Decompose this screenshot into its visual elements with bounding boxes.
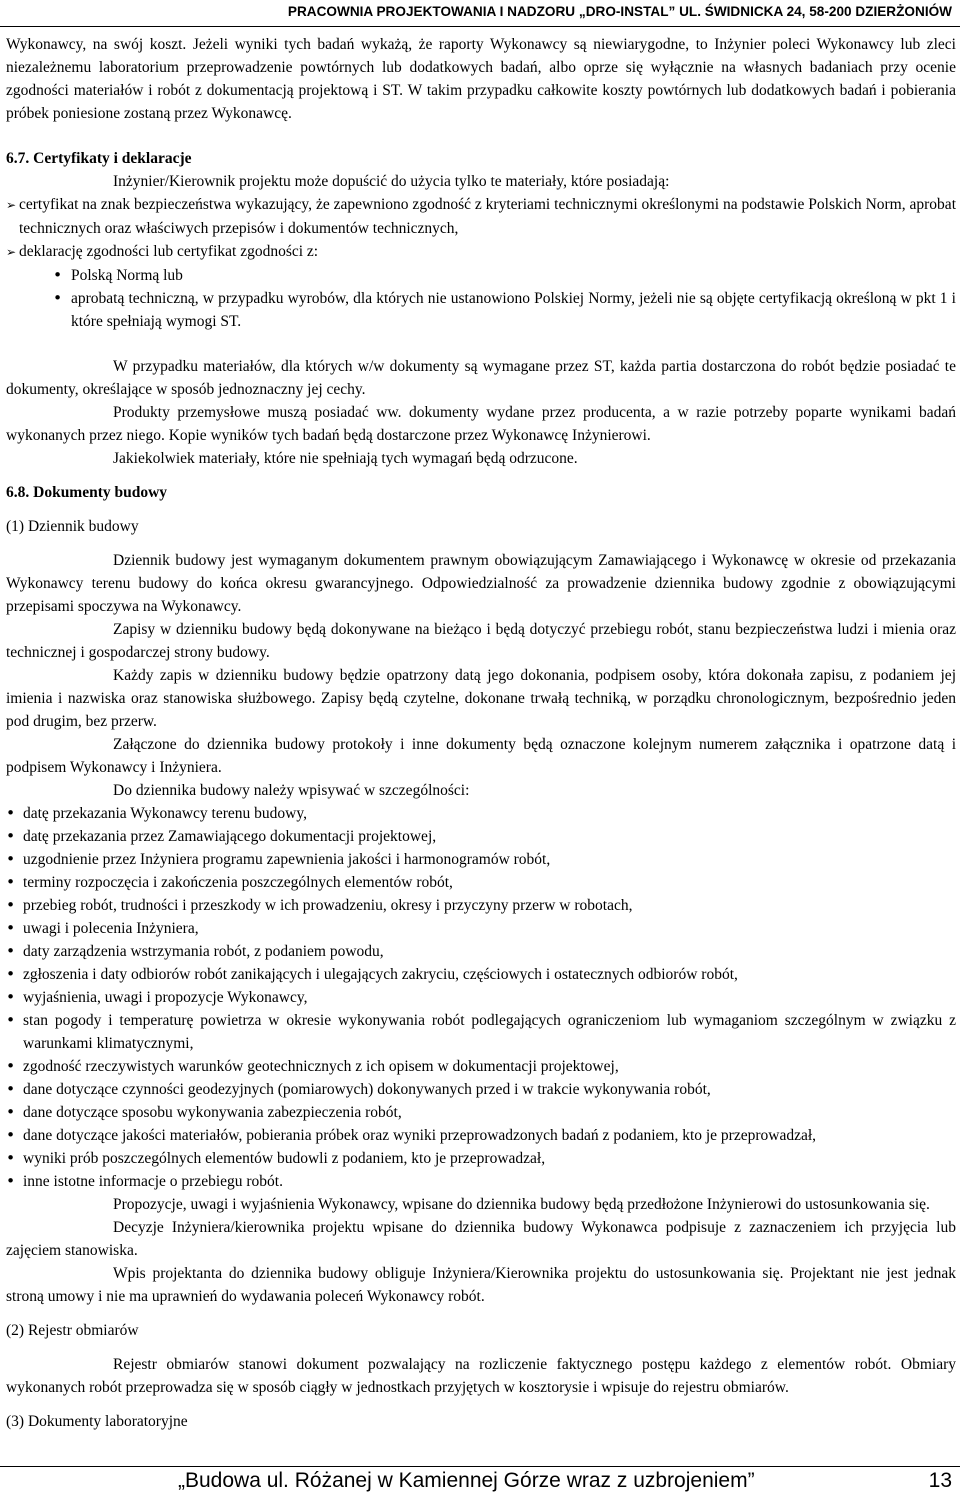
subsection-heading-diary: (1) Dziennik budowy [6,518,139,535]
bullet-icon: • [6,804,16,822]
list-item: • wyniki prób poszczególnych elementów budowli z podaniem, kto je przeprowadzał, [6,1147,956,1170]
paragraph-diary-4: Załączone do dziennika budowy protokoły i inne dokumenty będą oznaczone kolejnym numerem załącznika i opatrzone datą i podpisem Wykonawcy i Inżyniera. [6,736,956,776]
bullet-icon: • [6,988,16,1006]
paragraph-diary-7: Decyzje Inżyniera/kierownika projektu wpisane do dziennika budowy Wykonawca podpisuje z zaznaczeniem ich przyjęcia lub zajęciem stanowiska. [6,1219,956,1259]
subsection-heading-measurements: (2) Rejestr obmiarów [6,1322,139,1339]
arrow-item-certificate [6,193,956,240]
paragraph-diary-1: Dziennik budowy jest wymaganym dokumentem prawnym obowiązującym Zamawiającego i Wykonawcę w okresie od przekazania Wykonawcy terenu budowy do końca okresu gwarancyjnego. Odpowiedzialność za prowadzenie dziennika budowy zgodnie z obowiązującymi przepisami spoczywa na Wykonawcy. [6,552,956,615]
list-item: • uwagi i polecenia Inżyniera, [6,917,956,940]
page-footer [0,1466,960,1495]
diary-entries-list [6,802,956,1193]
bullet-icon: • [6,1126,16,1144]
paragraph-industrial-products: Produkty przemysłowe muszą posiadać ww. dokumenty wydane przez producenta, a w razie potrzeby poparte wynikami badań wykonanych przez niego. Kopie wyników tych badań będą dostarczone przez Wykonawcę Inżynierowi. [6,404,956,444]
list-item: • stan pogody i temperaturę powietrza w okresie wykonywania robót podlegających ograniczeniom lub wymaganiom szczególnym w związku z warunkami klimatycznymi, [6,1011,956,1052]
list-item: • datę przekazania przez Zamawiającego dokumentacji projektowej, [6,825,956,848]
bullet-icon: • [6,1080,16,1098]
bullet-icon: • [6,1172,16,1190]
arrow-item-declaration [6,240,956,264]
list-item: • terminy rozpoczęcia i zakończenia poszczególnych elementów robót, [6,871,956,894]
list-item: • zgłoszenia i daty odbiorów robót zanikających i ulegających zakryciu, częściowych i ostatecznych odbiorów robót, [6,963,956,986]
section-heading-6-8: 6.8. Dokumenty budowy [6,484,168,501]
paragraph-intro: Wykonawcy, na swój koszt. Jeżeli wyniki tych badań wykażą, że raporty Wykonawcy są niewiarygodne, to Inżynier poleci Wykonawcy lub zleci niezależnemu laboratorium przeprowadzenie powtórnych lub dodatkowych badań, albo oprze się wyłącznie na własnych badaniach przy ocenie zgodności materiałów i robót z dokumentacją projektową i ST. W takim przypadku całkowite koszty powtórnych lub dodatkowych badań i pobierania próbek poniesione zostaną przez Wykonawcę. [6,36,956,122]
list-item: • uzgodnienie przez Inżyniera programu zapewnienia jakości i harmonogramów robót, [6,848,956,871]
section-heading-6-7: 6.7. Certyfikaty i deklaracje [6,150,192,167]
arrow-bullet-icon: ➢ [6,245,17,259]
bullet-icon: • [6,919,16,937]
paragraph-diary-2: Zapisy w dzienniku budowy będą dokonywane na bieżąco i będą dotyczyć przebiegu robót, stanu bezpieczeństwa ludzi i mienia oraz technicznej i gospodarczej strony budowy. [6,621,956,661]
bullet-icon: • [6,942,16,960]
bullet-icon: • [6,1103,16,1121]
list-item: • zgodność rzeczywistych warunków geotechnicznych z ich opisem w dokumentacji projektowej, [6,1055,956,1078]
subsection-heading-laboratory: (3) Dokumenty laboratoryjne [6,1413,188,1430]
bullet-icon: • [6,1149,16,1167]
bullet-icon: • [6,850,16,868]
bullet-icon: • [6,965,16,983]
paragraph-diary-3: Każdy zapis w dzienniku budowy będzie opatrzony datą jego dokonania, podpisem osoby, która dokonała zapisu, z podaniem jej imienia i nazwiska oraz stanowiska służbowego. Zapisy będą czytelne, dokonane trwałą techniką, w porządku chronologicznym, bezpośrednio jeden pod drugim, bez przerw. [6,667,956,730]
page-number: 13 [928,1469,952,1492]
list-item: • dane dotyczące jakości materiałów, pobierania próbek oraz wyniki przeprowadzonych badań z podaniem, kto je przeprowadzał, [6,1124,956,1147]
paragraph-measurements: Rejestr obmiarów stanowi dokument pozwalający na rozliczenie faktycznego postępu każdego z elementów robót. Obmiary wykonanych robót przeprowadza się w sposób ciągły w jednostkach przyjętych w kosztorysie i wpisuje do rejestru obmiarów. [6,1356,956,1396]
document-body [6,33,956,1433]
paragraph-certificates-intro: Inżynier/Kierownik projektu może dopuścić do użycia tylko te materiały, które posiadają: [113,173,670,190]
paragraph-materials-documents: W przypadku materiałów, dla których w/w dokumenty są wymagane przez ST, każda partia dostarczona do robót będzie posiadać te dokumenty, określające w sposób jednoznaczny jej cechy. [6,358,956,398]
list-item: • dane dotyczące sposobu wykonywania zabezpieczenia robót, [6,1101,956,1124]
footer-project-title: „Budowa ul. Różanej w Kamiennej Górze wraz z uzbrojeniem” [178,1469,755,1492]
paragraph-rejected-materials: Jakiekolwiek materiały, które nie spełniają tych wymagań będą odrzucone. [113,450,578,467]
list-item: • przebieg robót, trudności i przeszkody w ich prowadzeniu, okresy i przyczyny przerw w robotach, [6,894,956,917]
list-item: • datę przekazania Wykonawcy terenu budowy, [6,802,956,825]
bullet-icon: • [6,1057,16,1075]
arrow-item-text: deklarację zgodności lub certyfikat zgodności z: [19,243,319,260]
arrow-item-text: certyfikat na znak bezpieczeństwa wykazujący, że zapewniono zgodność z kryteriami technicznymi określonymi na podstawie Polskich Norm, aprobat technicznych oraz właściwych przepisów i dokumentów technicznych, [19,196,956,237]
sub-bullet-technical-approval: • aprobatą techniczną, w przypadku wyrobów, dla których nie ustanowiono Polskiej Normy, jeżeli nie są objęte certyfikacją określoną w pkt 1 i które spełniają wymogi ST. [6,287,956,333]
list-item: • dane dotyczące czynności geodezyjnych (pomiarowych) dokonywanych przed i w trakcie wykonywania robót, [6,1078,956,1101]
bullet-icon: • [6,896,16,914]
paragraph-diary-8: Wpis projektanta do dziennika budowy obliguje Inżyniera/Kierownika projektu do ustosunkowania się. Projektant nie jest jednak stroną umowy i nie ma uprawnień do wydawania poleceń Wykonawcy robót. [6,1265,956,1305]
sub-bullet-polish-norm: • Polską Normą lub [6,264,956,287]
list-item: • inne istotne informacje o przebiegu robót. [6,1170,956,1193]
paragraph-diary-5: Do dziennika budowy należy wpisywać w szczególności: [113,782,470,799]
list-item: • wyjaśnienia, uwagi i propozycje Wykonawcy, [6,986,956,1009]
arrow-bullet-icon: ➢ [6,198,17,212]
bullet-icon: • [6,873,16,891]
page-header: PRACOWNIA PROJEKTOWANIA I NADZORU „DRO-INSTAL” UL. ŚWIDNICKA 24, 58-200 DZIERŻONIÓW [0,0,960,27]
bullet-icon: • [6,1011,16,1029]
paragraph-diary-6: Propozycje, uwagi i wyjaśnienia Wykonawcy, wpisane do dziennika budowy będą przedłożone Inżynierowi do ustosunkowania się. [113,1196,930,1213]
list-item: • daty zarządzenia wstrzymania robót, z podaniem powodu, [6,940,956,963]
bullet-icon: • [6,827,16,845]
